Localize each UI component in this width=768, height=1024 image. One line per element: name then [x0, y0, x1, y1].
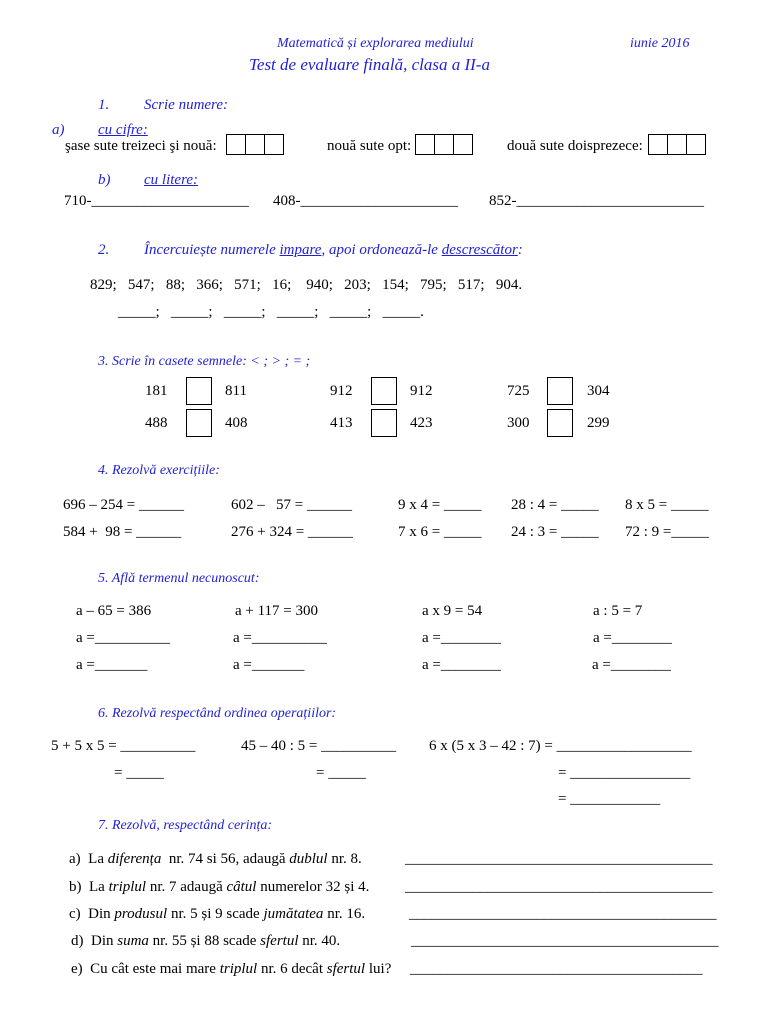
s1-b-item-3[interactable]: 852-_________________________: [489, 193, 704, 209]
s7-answer-line[interactable]: _________________________________________: [405, 879, 713, 895]
s4-ex[interactable]: 72 : 9 =_____: [625, 524, 709, 540]
s7-item-c: c) Din produsul nr. 5 și 9 scade jumătatea nr. 16.: [69, 906, 366, 922]
s4-ex[interactable]: 696 – 254 = ______: [63, 497, 184, 513]
s4-ex[interactable]: 584 + 98 = ______: [63, 524, 182, 540]
s5-answer[interactable]: a =__________: [233, 630, 327, 646]
s3-r2-c: 413: [330, 415, 353, 431]
s3-r1-b: 811: [225, 383, 247, 399]
s2-numbers: 829; 547; 88; 366; 571; 16; 940; 203; 154; 795; 517; 904.: [90, 277, 523, 293]
s4-ex[interactable]: 602 – 57 = ______: [231, 497, 352, 513]
s5-answer[interactable]: a =__________: [76, 630, 170, 646]
s6-expr-2[interactable]: 45 – 40 : 5 = __________: [241, 738, 397, 754]
s6-line[interactable]: = _____: [316, 765, 366, 781]
s6-expr-3[interactable]: 6 x (5 x 3 – 42 : 7) = __________________: [429, 738, 692, 754]
s2-instruction: Încercuiește numerele impare, apoi ordonează-le descrescător:: [144, 242, 523, 258]
sign-box[interactable]: [547, 409, 573, 437]
s1-number: 1.: [98, 97, 110, 113]
s7-answer-line[interactable]: _________________________________________: [409, 906, 717, 922]
s5-answer[interactable]: a =________: [592, 657, 671, 673]
s7-instruction: 7. Rezolvă, respectând cerința:: [98, 818, 273, 833]
s5-eq: a – 65 = 386: [76, 603, 152, 619]
s4-ex[interactable]: 24 : 3 = _____: [511, 524, 599, 540]
s7-answer-line[interactable]: _______________________________________: [410, 961, 703, 977]
s5-answer[interactable]: a =________: [422, 657, 501, 673]
sign-box[interactable]: [371, 377, 397, 405]
digit-boxes-1[interactable]: [227, 134, 284, 155]
s5-answer[interactable]: a =________: [593, 630, 672, 646]
subject-title: Matematică și explorarea mediului: [277, 36, 474, 51]
s1-instruction: Scrie numere:: [144, 97, 228, 113]
s6-line[interactable]: = _____: [114, 765, 164, 781]
s1-b-item-2[interactable]: 408-_____________________: [273, 193, 458, 209]
s4-ex[interactable]: 28 : 4 = _____: [511, 497, 599, 513]
sign-box[interactable]: [186, 377, 212, 405]
s1-a-item-2: nouă sute opt:: [327, 138, 412, 154]
s7-item-a: a) La diferența nr. 74 si 56, adaugă dublul nr. 8.: [69, 851, 362, 867]
s4-ex[interactable]: 7 x 6 = _____: [398, 524, 482, 540]
s5-answer[interactable]: a =_______: [233, 657, 305, 673]
s7-item-b: b) La triplul nr. 7 adaugă cȃtul numerelor 32 și 4.: [69, 879, 370, 895]
s3-r1-c: 912: [330, 383, 353, 399]
s1-b-label: b): [98, 172, 111, 188]
sign-box[interactable]: [547, 377, 573, 405]
s6-expr-1[interactable]: 5 + 5 x 5 = __________: [51, 738, 196, 754]
s7-answer-line[interactable]: _________________________________________: [405, 851, 713, 867]
s5-answer[interactable]: a =_______: [76, 657, 148, 673]
s4-instruction: 4. Rezolvă exercițiile:: [98, 463, 220, 478]
test-date: iunie 2016: [630, 36, 690, 51]
s5-eq: a : 5 = 7: [593, 603, 643, 619]
s7-answer-line[interactable]: _________________________________________: [411, 933, 719, 949]
s3-r2-a: 488: [145, 415, 168, 431]
s1-b-text: cu litere:: [144, 172, 199, 188]
s7-item-d: d) Din suma nr. 55 și 88 scade sfertul nr. 40.: [71, 933, 341, 949]
s6-line[interactable]: = ________________: [558, 765, 691, 781]
s3-r1-a: 181: [145, 383, 168, 399]
sign-box[interactable]: [186, 409, 212, 437]
s7-item-e: e) Cu cât este mai mare triplul nr. 6 decât sfertul lui?: [71, 961, 392, 977]
s5-answer[interactable]: a =________: [422, 630, 501, 646]
s5-eq: a + 117 = 300: [235, 603, 319, 619]
s1-a-item-1: şase sute treizeci şi nouă:: [65, 138, 217, 154]
s3-r1-e: 725: [507, 383, 530, 399]
s3-r2-f: 299: [587, 415, 610, 431]
s1-b-item-1[interactable]: 710-_____________________: [64, 193, 249, 209]
s2-answer-blanks[interactable]: _____; _____; _____; _____; _____; _____.: [118, 304, 424, 320]
s3-instruction: 3. Scrie în casete semnele: < ; > ; = ;: [98, 354, 311, 369]
s5-eq: a x 9 = 54: [422, 603, 483, 619]
s4-ex[interactable]: 8 x 5 = _____: [625, 497, 709, 513]
s3-r2-e: 300: [507, 415, 530, 431]
s4-ex[interactable]: 9 x 4 = _____: [398, 497, 482, 513]
s4-ex[interactable]: 276 + 324 = ______: [231, 524, 353, 540]
s2-number: 2.: [98, 242, 110, 258]
digit-boxes-2[interactable]: [416, 134, 473, 155]
s1-a-text: cu cifre:: [98, 122, 148, 138]
s1-a-item-3: două sute doisprezece:: [507, 138, 643, 154]
test-title: Test de evaluare finală, clasa a II-a: [249, 55, 490, 74]
s3-r1-d: 912: [410, 383, 433, 399]
s3-r1-f: 304: [587, 383, 610, 399]
s5-instruction: 5. Află termenul necunoscut:: [98, 571, 260, 586]
s3-r2-d: 423: [410, 415, 433, 431]
s6-line[interactable]: = ____________: [558, 791, 661, 807]
digit-boxes-3[interactable]: [649, 134, 706, 155]
s1-a-label: a): [52, 122, 65, 138]
sign-box[interactable]: [371, 409, 397, 437]
s3-r2-b: 408: [225, 415, 248, 431]
s6-instruction: 6. Rezolvă respectând ordinea operațiilor:: [98, 706, 337, 721]
